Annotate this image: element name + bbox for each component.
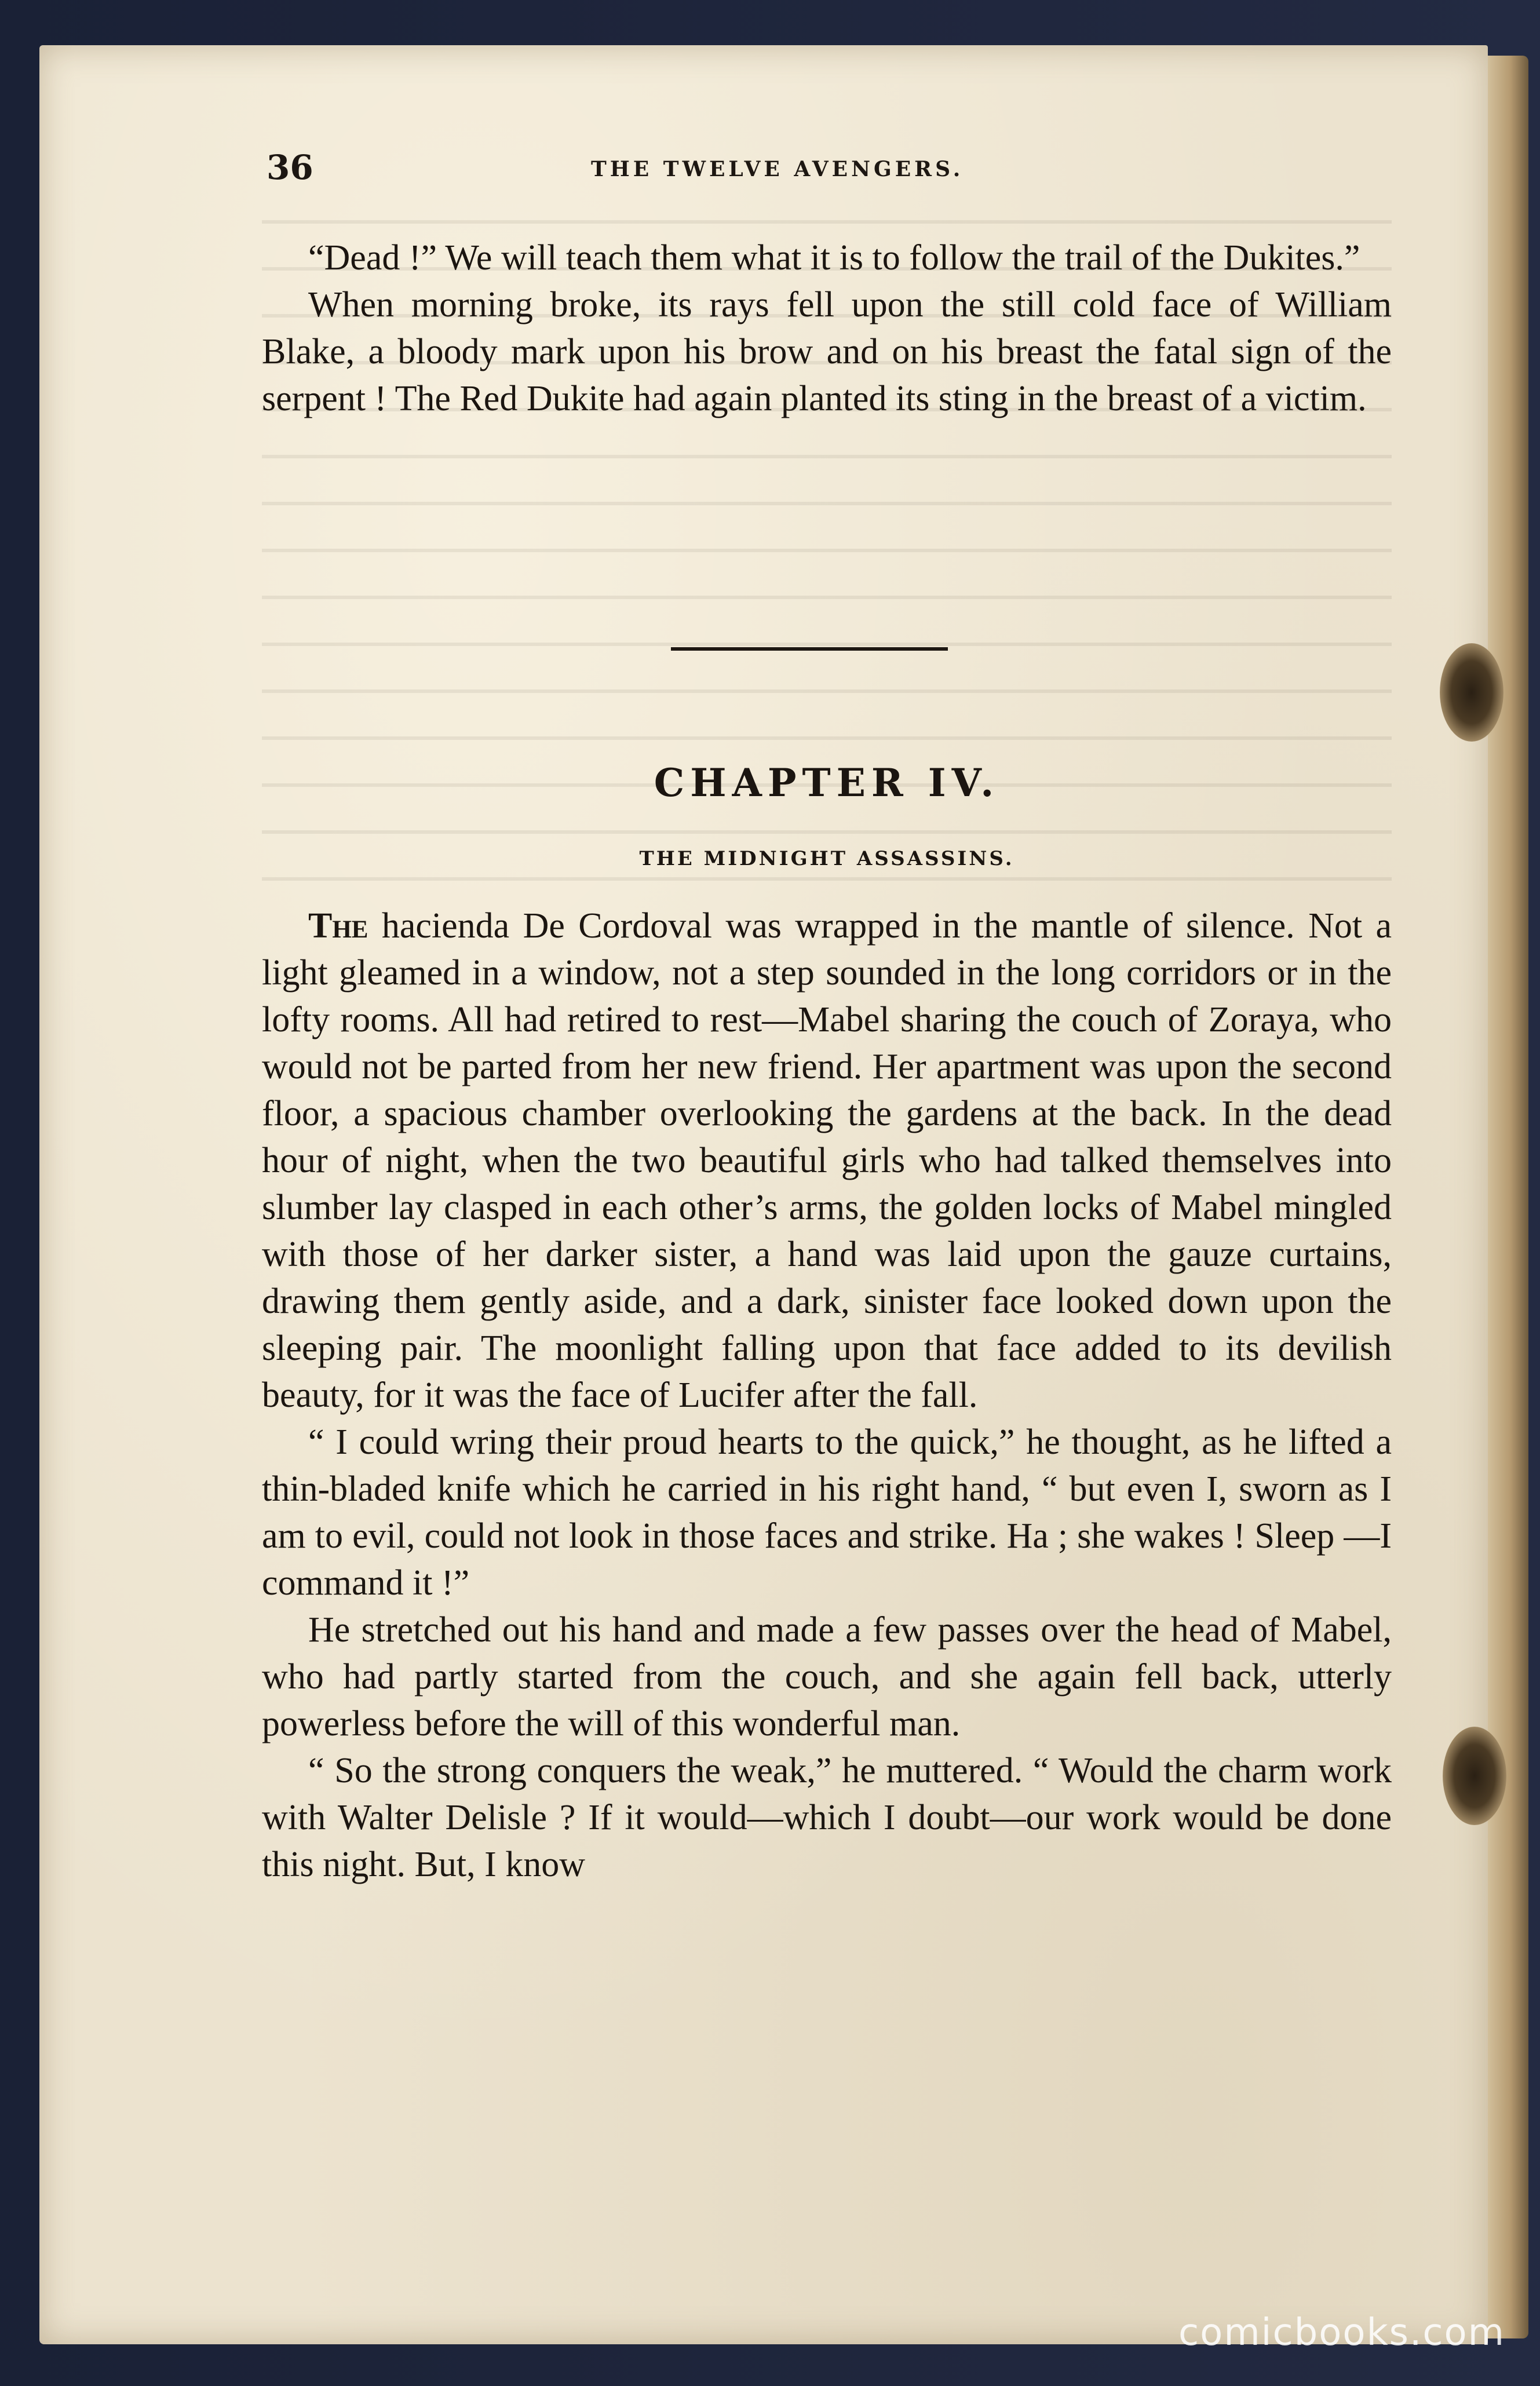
page-edge (1483, 56, 1528, 2338)
chapter-subtitle: THE MIDNIGHT ASSASSINS. (639, 847, 1014, 870)
binding-hole-bottom (1443, 1727, 1506, 1825)
running-head (267, 148, 1396, 188)
binding-hole-top (1440, 643, 1503, 742)
paragraph: “ I could wring their proud hearts to the quick,” he thought, as he lifted a thin-bladed knife which he carried in his right hand, “ but even I, sworn as I am to evil, could not look in those faces and strike. Ha ; she wakes ! Sleep —I command it !” (262, 1422, 1392, 1603)
paragraph: “ So the strong conquers the weak,” he muttered. “ Would the charm work with Walter Delisle ? If it would—which I doubt—our work would be done this night. But, I know (262, 1751, 1392, 1884)
book-title: THE TWELVE AVENGERS. (591, 157, 964, 181)
section-separator (671, 647, 948, 651)
chapter-first-word: The (308, 906, 368, 946)
chapter-first-paragraph (262, 903, 1392, 1419)
paragraph: When morning broke, its rays fell upon the still cold face of William Blake, a bloody mark upon his brow and on his breast the fatal sign of the serpent ! The Red Dukite had again planted its sting in the breast of a victim. (262, 285, 1392, 418)
site-watermark: comicbooks.com (1178, 2311, 1505, 2354)
chapter-text (262, 903, 1392, 1888)
opening-text (262, 235, 1392, 422)
chapter-first-paragraph-body: hacienda De Cordoval was wrapped in the mantle of silence. Not a light gleamed in a window, not a step sounded in the long corridors or in the lofty rooms. All had retired to rest—Mabel sharing the couch of Zoraya, who would not be parted from her new friend. Her apartment was upon the second floor, a spacious chamber overlooking the gardens at the back. In the dead hour of night, when the two beautiful girls who had talked themselves into slumber lay clasped in each other’s arms, the golden locks of Mabel mingled with those of her darker sister, a hand was laid upon the gauze curtains, drawing them gently aside, and a dark, sinister face looked down upon the sleeping pair. The moonlight falling upon that face added to its devilish beauty, for it was the face of Lucifer after the fall. (262, 906, 1392, 1415)
paragraph: He stretched out his hand and made a few passes over the head of Mabel, who had partly started from the couch, and she again fell back, utterly powerless before the will of this wonderful man. (262, 1610, 1392, 1743)
paragraph: “Dead !” We will teach them what it is to follow the trail of the Dukites.” (308, 238, 1360, 278)
page-number: 36 (267, 148, 313, 187)
chapter-heading: CHAPTER IV. (654, 760, 1000, 805)
